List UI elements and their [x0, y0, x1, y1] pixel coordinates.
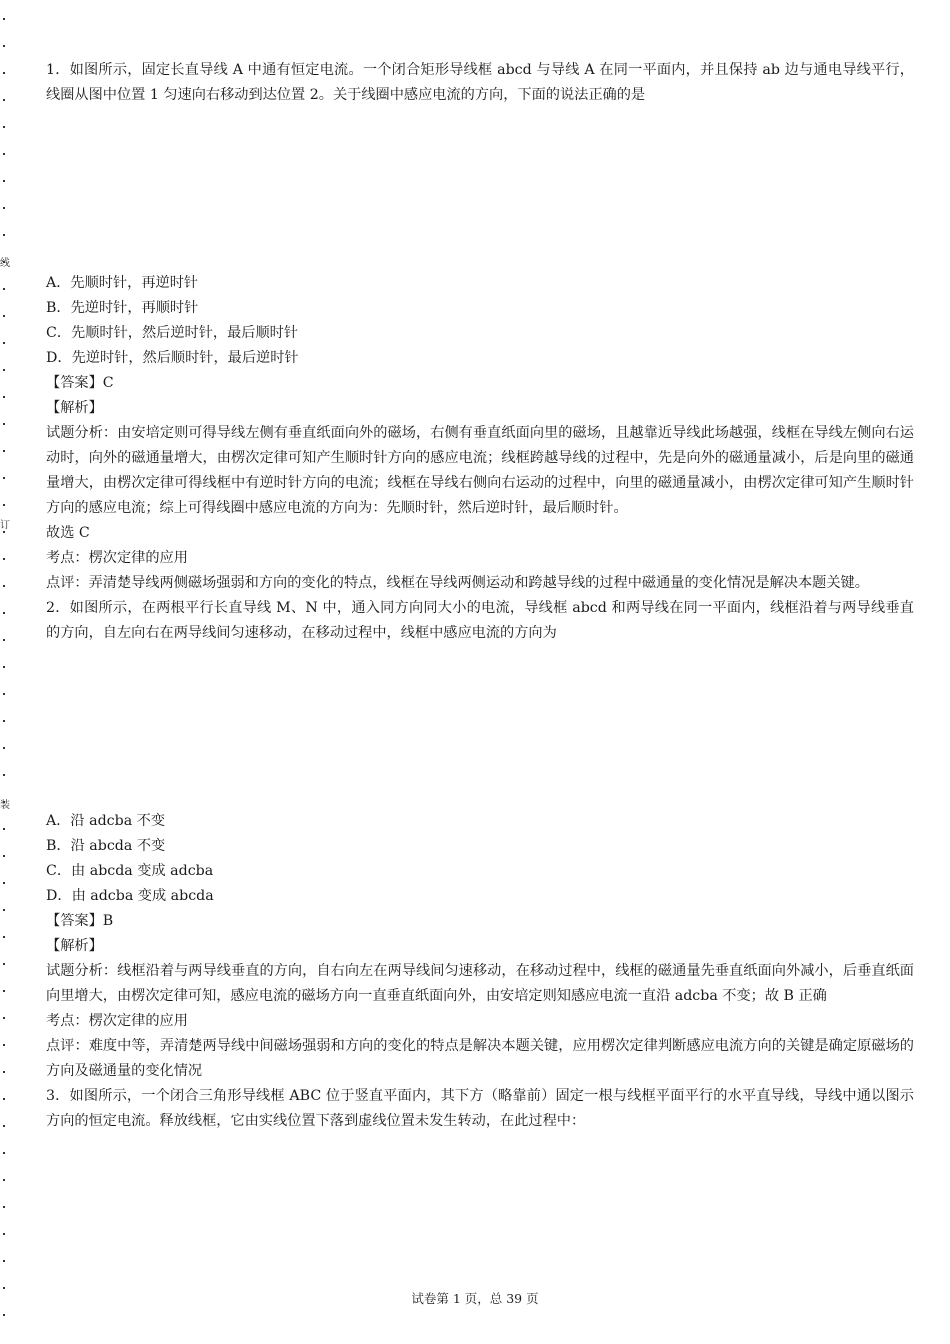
- topic-text: 考点：楞次定律的应用: [46, 1013, 188, 1029]
- page-footer: 试卷第 1 页，总 39 页: [411, 1291, 539, 1306]
- margin-dot: [3, 1233, 5, 1235]
- margin-dot: [3, 882, 5, 884]
- margin-dot: [3, 126, 5, 128]
- margin-dot: [3, 234, 5, 236]
- option-c: C．由 abcda 变成 adcba: [46, 863, 214, 879]
- margin-dot: [3, 153, 5, 155]
- question-stem: 2．如图所示，在两根平行长直导线 M、N 中，通入同方向同大小的电流，导线框 abcd 和两导线在同一平面内，线框沿着与两导线垂直的方向，自左向右在两导线间匀速移动，在移动过程中，线框中感应电流的方向为: [46, 600, 914, 641]
- analysis-title: 【解析】: [46, 400, 103, 416]
- question-stem: 3．如图所示，一个闭合三角形导线框 ABC 位于竖直平面内，其下方（略靠前）固定一根与线框平面平行的水平直导线，导线中通以图示方向的恒定电流。释放线框，它由实线位置下落到虚线位置未发生转动，在此过程中：: [46, 1088, 914, 1129]
- option-d: D．由 adcba 变成 abcda: [46, 888, 214, 904]
- question-3: [46, 1084, 914, 1134]
- margin-dot: [3, 1314, 5, 1316]
- analysis-text: 试题分析：由安培定则可得导线左侧有垂直纸面向外的磁场，右侧有垂直纸面向里的磁场，且越靠近导线此场越强，线框在导线左侧向右运动时，向外的磁通量增大，由楞次定律可知产生顺时针方向的感应电流；线框跨越导线的过程中，先是向外的磁通量减小，后是向里的磁通量增大，由楞次定律可得线框中有逆时针方向的电流；线框在导线右侧向右运动的过程中，向里的磁通量减小，由楞次定律可知产生顺时针方向的感应电流；综上可得线圈中感应电流的方向为：先顺时针，然后逆时针，最后顺时针。: [46, 425, 914, 516]
- margin-dot: [3, 1152, 5, 1154]
- answer: 【答案】C: [46, 375, 114, 391]
- figure-placeholder: [46, 108, 914, 271]
- margin-dot: [3, 450, 5, 452]
- comment-text: 点评：弄清楚导线两侧磁场强弱和方向的变化的特点，线框在导线两侧运动和跨越导线的过程中磁通量的变化情况是解决本题关键。: [46, 575, 869, 591]
- margin-dot: [3, 1098, 5, 1100]
- margin-dot: [3, 18, 5, 20]
- margin-dot: [3, 288, 5, 290]
- margin-dot: [3, 72, 5, 74]
- margin-dot: [3, 1179, 5, 1181]
- margin-dot: [3, 855, 5, 857]
- margin-dot: [3, 1071, 5, 1073]
- answer: 【答案】B: [46, 913, 114, 929]
- comment-text: 点评：难度中等，弄清楚两导线中间磁场强弱和方向的变化的特点是解决本题关键，应用楞次定律判断感应电流方向的关键是确定原磁场的方向及磁通量的变化情况: [46, 1038, 914, 1079]
- margin-dot: [3, 558, 5, 560]
- margin-dot: [3, 477, 5, 479]
- margin-dot: [3, 423, 5, 425]
- figure-placeholder: [46, 646, 914, 809]
- margin-dot: [3, 963, 5, 965]
- margin-dot: [3, 612, 5, 614]
- question-stem: 1．如图所示，固定长直导线 A 中通有恒定电流。一个闭合矩形导线框 abcd 与导线 A 在同一平面内，并且保持 ab 边与通电导线平行，线圈从图中位置 1 匀速向右移动到达位置 2。关于线圈中感应电流的方向，下面的说法正确的是: [46, 62, 914, 103]
- margin-dot: [3, 1125, 5, 1127]
- margin-char-xian: 线: [0, 258, 10, 269]
- margin-char-ding: 订: [0, 520, 10, 531]
- analysis-text: 试题分析：线框沿着与两导线垂直的方向，自右向左在两导线间匀速移动，在移动过程中，线框的磁通量先垂直纸面向外减小，后垂直纸面向里增大，由楞次定律可知，感应电流的磁场方向一直垂直纸面向外，由安培定则知感应电流一直沿 adcba 不变；故 B 正确: [46, 963, 914, 1004]
- margin-dot: [3, 720, 5, 722]
- option-a: A．沿 adcba 不变: [46, 813, 166, 829]
- margin-dot: [3, 747, 5, 749]
- option-b: B．沿 abcda 不变: [46, 838, 166, 854]
- margin-dot: [3, 585, 5, 587]
- question-1: [46, 58, 914, 596]
- margin-dot: [3, 639, 5, 641]
- margin-dot: [3, 774, 5, 776]
- margin-dot: [3, 504, 5, 506]
- question-2: [46, 596, 914, 1084]
- margin-dot: [3, 180, 5, 182]
- margin-dot: [3, 828, 5, 830]
- margin-dot: [3, 369, 5, 371]
- option-c: C．先顺时针，然后逆时针，最后顺时针: [46, 325, 299, 341]
- margin-char-zhuang: 装: [0, 800, 10, 811]
- margin-dot: [3, 1206, 5, 1208]
- margin-dot: [3, 207, 5, 209]
- analysis-title: 【解析】: [46, 938, 103, 954]
- margin-dot: [3, 1017, 5, 1019]
- margin-dot: [3, 936, 5, 938]
- page-content: [46, 58, 914, 1134]
- margin-dot: [3, 99, 5, 101]
- margin-dot: [3, 990, 5, 992]
- margin-dot: [3, 666, 5, 668]
- margin-dot: [3, 909, 5, 911]
- choice-text: 故选 C: [46, 525, 90, 541]
- option-a: A．先顺时针，再逆时针: [46, 275, 199, 291]
- binding-margin: [0, 0, 14, 1344]
- margin-dot: [3, 315, 5, 317]
- margin-dot: [3, 342, 5, 344]
- margin-dot: [3, 396, 5, 398]
- margin-dot: [3, 1044, 5, 1046]
- topic-text: 考点：楞次定律的应用: [46, 550, 188, 566]
- margin-dot: [3, 45, 5, 47]
- margin-dot: [3, 693, 5, 695]
- option-d: D．先逆时针，然后顺时针，最后逆时针: [46, 350, 299, 366]
- margin-dot: [3, 1260, 5, 1262]
- option-b: B．先逆时针，再顺时针: [46, 300, 199, 316]
